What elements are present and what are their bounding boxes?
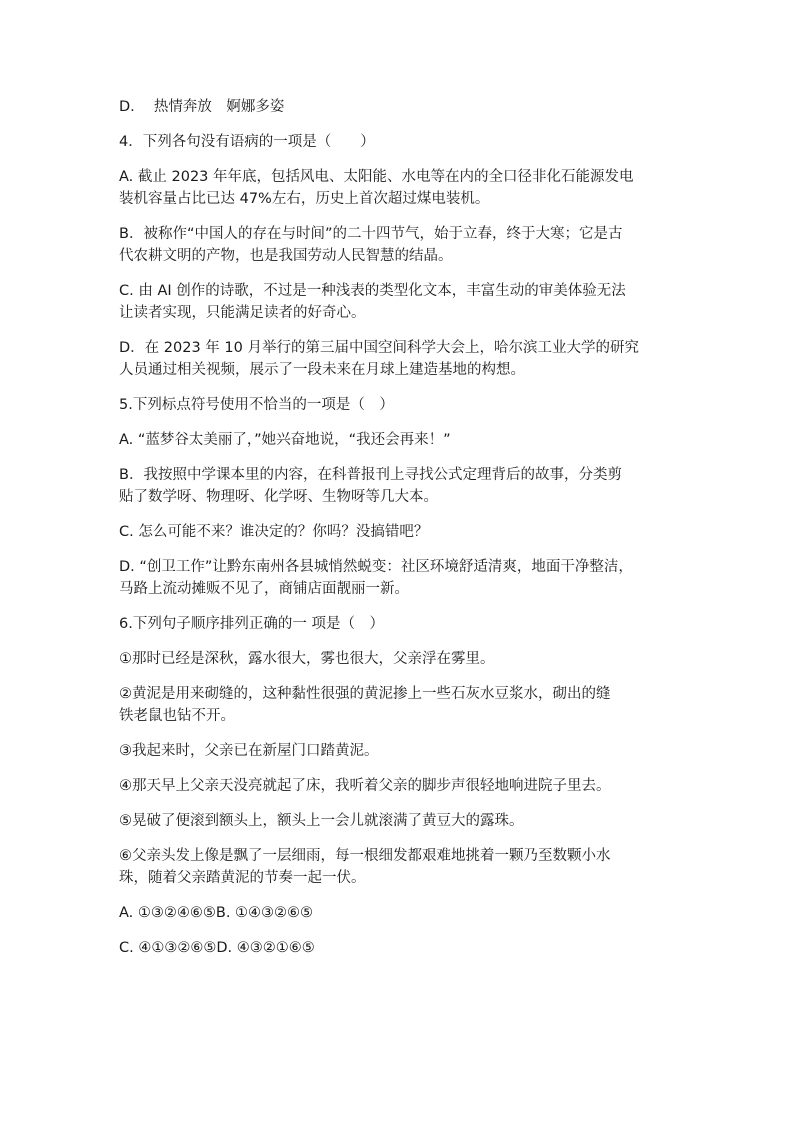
- question-6-options-cd: C. ④①③②⑥⑤D. ④③②①⑥⑤: [119, 940, 315, 956]
- question-5-option-d: D. “创卫工作”让黔东南州各县城悄然蜕变：社区环境舒适清爽，地面干净整洁， 马路上流动摊贩不见了，商铺店面靓丽一新。: [119, 559, 633, 597]
- question-5-option-c: C. 怎么可能不来？谁决定的？你吗？没搞错吧？: [119, 524, 429, 540]
- document-page: [119, 96, 679, 972]
- question-4-option-d: D．在 2023 年 10 月举行的第三届中国空间科学大会上，哈尔滨工业大学的研究 人员通过相关视频，展示了一段未来在月球上建造基地的构想。: [119, 340, 639, 378]
- question-4-option-b: B．被称作“中国人的存在与时间”的二十四节气，始于立春，终于大寒；它是古 代农耕文明的产物，也是我国劳动人民智慧的结晶。: [119, 226, 623, 264]
- question-4-option-c: C. 由 AI 创作的诗歌，不过是一种浅表的类型化文本，丰富生动的审美体验无法 让读者实现，只能满足读者的好奇心。: [119, 283, 626, 321]
- sentence-5: ⑤晃破了便滚到额头上，额头上一会儿就滚满了黄豆大的露珠。: [119, 813, 524, 829]
- question-4-option-a: A. 截止 2023 年年底，包括风电、太阳能、水电等在内的全口径非化石能源发电 装机容量占比已达 47%左右，历史上首次超过煤电装机。: [119, 169, 634, 207]
- sentence-4: ④那天早上父亲天没亮就起了床，我听着父亲的脚步声很轻地响进院子里去。: [119, 778, 611, 794]
- question-5-option-b: B．我按照中学课本里的内容，在科普报刊上寻找公式定理背后的故事，分类剪 贴了数学呀、物理呀、化学呀、生物呀等几大本。: [119, 467, 622, 505]
- sentence-3: ③我起来时，父亲已在新屋门口踏黄泥。: [119, 743, 379, 759]
- sentence-1: ①那时已经是深秋，露水很大，雾也很大，父亲浮在雾里。: [119, 651, 495, 667]
- sentence-6: ⑥父亲头发上像是飘了一层细雨，每一根细发都艰难地挑着一颗乃至数颗小水 珠，随着父亲踏黄泥的节奏一起一伏。: [119, 848, 611, 886]
- question-5-option-a: A. “蓝梦谷太美丽了，”她兴奋地说，“我还会再来！”: [119, 432, 451, 448]
- question-4-title: 4．下列各句没有语病的一项是（ ）: [119, 134, 375, 150]
- question-6-options-ab: A. ①③②④⑥⑤B. ①④③②⑥⑤: [119, 905, 314, 921]
- sentence-2: ②黄泥是用来砌缝的，这种黏性很强的黄泥掺上一些石灰水豆浆水，砌出的缝 铁老鼠也钻不开。: [119, 686, 611, 724]
- question-6-title: 6.下列句子顺序排列正确的一 项是（ ）: [119, 616, 384, 632]
- question-5-title: 5.下列标点符号使用不恰当的一项是（ ）: [119, 397, 394, 413]
- option-d-q3: D. 热情奔放 婀娜多姿: [119, 99, 285, 115]
